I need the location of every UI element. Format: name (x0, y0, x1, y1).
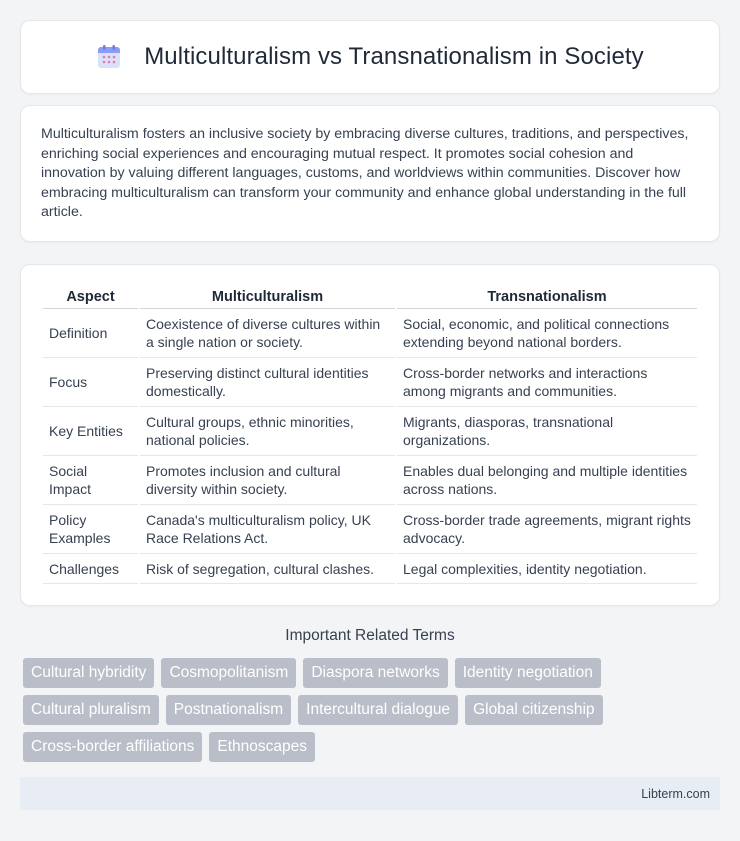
transnationalism-cell: Migrants, diasporas, transnational organizations. (397, 407, 697, 456)
related-term-tag[interactable]: Intercultural dialogue (298, 695, 458, 725)
transnationalism-cell: Social, economic, and political connections extending beyond national borders. (397, 309, 697, 358)
header-transnationalism: Transnationalism (397, 285, 697, 309)
table-row (43, 309, 697, 358)
aspect-cell: Challenges (43, 554, 138, 584)
related-term-tag[interactable]: Cultural hybridity (23, 658, 154, 688)
header-multiculturalism: Multiculturalism (140, 285, 395, 309)
footer (20, 777, 720, 810)
header (96, 43, 644, 71)
aspect-cell: Definition (43, 309, 138, 358)
footer-site-link[interactable]: Libterm.com (641, 786, 710, 801)
table-row (43, 505, 697, 554)
related-term-tag[interactable]: Cross-border affiliations (23, 732, 202, 762)
aspect-cell: Social Impact (43, 456, 138, 505)
related-term-tag[interactable]: Postnationalism (166, 695, 291, 725)
comparison-card (20, 264, 720, 606)
aspect-cell: Focus (43, 358, 138, 407)
table-row (43, 407, 697, 456)
related-term-tag[interactable]: Cosmopolitanism (161, 658, 296, 688)
related-terms-list (23, 658, 723, 762)
table-row (43, 358, 697, 407)
transnationalism-cell: Legal complexities, identity negotiation. (397, 554, 697, 584)
transnationalism-cell: Enables dual belonging and multiple identities across nations. (397, 456, 697, 505)
comparison-table (41, 285, 699, 584)
transnationalism-cell: Cross-border trade agreements, migrant rights advocacy. (397, 505, 697, 554)
aspect-cell: Policy Examples (43, 505, 138, 554)
intro-paragraph: Multiculturalism fosters an inclusive society by embracing diverse cultures, traditions, and perspectives, enriching social experiences and encouraging mutual respect. It promotes social cohesion and innovation by valuing different languages, customs, and worldviews within communities. Discover how embracing multiculturalism can transform your community and enhance global understanding in the full article. (41, 126, 689, 221)
related-terms-title: Important Related Terms (285, 627, 455, 644)
header-card (20, 20, 720, 94)
multiculturalism-cell: Cultural groups, ethnic minorities, national policies. (140, 407, 395, 456)
related-term-tag[interactable]: Diaspora networks (303, 658, 447, 688)
related-term-tag[interactable]: Cultural pluralism (23, 695, 159, 725)
page-title: Multiculturalism vs Transnationalism in Society (144, 43, 644, 70)
table-row (43, 554, 697, 584)
calendar-icon (96, 44, 122, 70)
aspect-cell: Key Entities (43, 407, 138, 456)
multiculturalism-cell: Promotes inclusion and cultural diversity within society. (140, 456, 395, 505)
transnationalism-cell: Cross-border networks and interactions among migrants and communities. (397, 358, 697, 407)
multiculturalism-cell: Preserving distinct cultural identities domestically. (140, 358, 395, 407)
multiculturalism-cell: Canada's multiculturalism policy, UK Race Relations Act. (140, 505, 395, 554)
table-header-row (43, 285, 697, 309)
related-term-tag[interactable]: Identity negotiation (455, 658, 601, 688)
related-term-tag[interactable]: Global citizenship (465, 695, 602, 725)
intro-card (20, 105, 720, 242)
related-term-tag[interactable]: Ethnoscapes (209, 732, 315, 762)
table-row (43, 456, 697, 505)
multiculturalism-cell: Risk of segregation, cultural clashes. (140, 554, 395, 584)
header-aspect: Aspect (43, 285, 138, 309)
multiculturalism-cell: Coexistence of diverse cultures within a single nation or society. (140, 309, 395, 358)
